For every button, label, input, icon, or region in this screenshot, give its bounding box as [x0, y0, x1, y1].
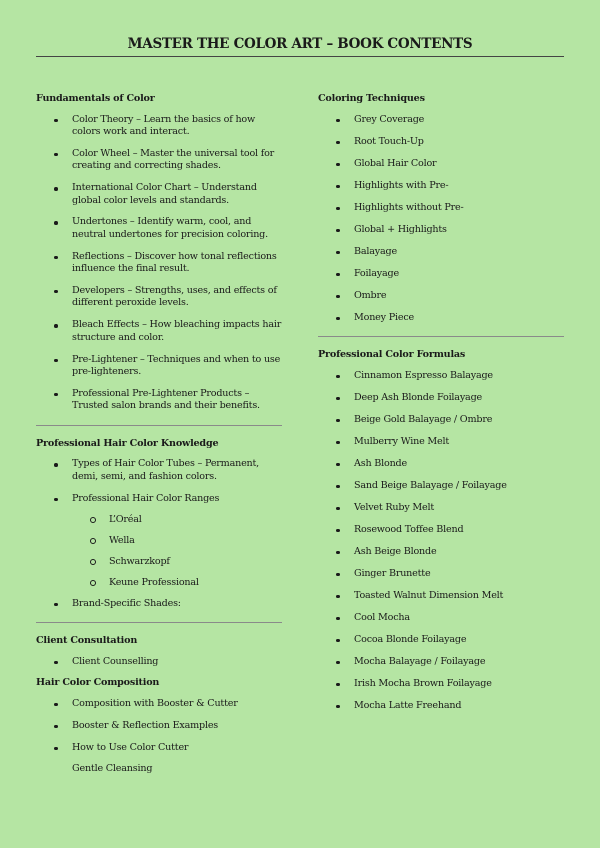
list-item: Client Counselling: [36, 656, 282, 669]
knowledge-list-cont: [36, 598, 282, 611]
list-item: How to Use Color Cutter: [36, 742, 282, 755]
list-item: Mocha Balayage / Foilayage: [318, 656, 564, 669]
list-item: Deep Ash Blonde Foilayage: [318, 392, 564, 405]
list-item-label: Professional Hair Color Ranges: [72, 492, 220, 504]
sublist-item: Keune Professional: [36, 577, 282, 590]
section-heading-composition: Hair Color Composition: [36, 677, 160, 689]
sublist-item: L’Oréal: [36, 514, 282, 527]
list-item: Pre-Lightener – Techniques and when to use pre-lighteners.: [36, 354, 282, 379]
list-item: Highlights without Pre-: [318, 202, 564, 215]
list-item: Color Theory – Learn the basics of how colors work and interact.: [36, 114, 282, 139]
list-item: Professional Pre-Lightener Products – Trusted salon brands and their benefits.: [36, 388, 282, 413]
list-item: Bleach Effects – How bleaching impacts hair structure and color.: [36, 319, 282, 344]
list-item: Color Wheel – Master the universal tool for creating and correcting shades.: [36, 148, 282, 173]
section-heading-formulas: Professional Color Formulas: [318, 349, 466, 360]
list-item: Mulberry Wine Melt: [318, 436, 564, 449]
list-item: Global + Highlights: [318, 224, 564, 237]
list-item: Root Touch-Up: [318, 136, 564, 149]
list-item: [36, 493, 282, 506]
right-column: [318, 93, 564, 722]
fundamentals-list: [36, 114, 282, 413]
list-item: Rosewood Toffee Blend: [318, 524, 564, 537]
list-item: International Color Chart – Understand global color levels and standards.: [36, 182, 282, 207]
list-item: Undertones – Identify warm, cool, and neutral undertones for precision coloring.: [36, 216, 282, 241]
list-item: Types of Hair Color Tubes – Permanent, demi, semi, and fashion colors.: [36, 458, 282, 483]
consultation-list: [36, 656, 282, 669]
title-divider: [36, 56, 564, 57]
list-item: Money Piece: [318, 312, 564, 325]
list-item: Ash Blonde: [318, 458, 564, 471]
composition-list: [36, 698, 282, 754]
techniques-list: [318, 114, 564, 325]
section-heading-fundamentals: Fundamentals of Color: [36, 93, 155, 104]
section-heading-consultation: Client Consultation: [36, 635, 138, 647]
knowledge-list: [36, 458, 282, 505]
sublist-item: Wella: [36, 535, 282, 548]
section-heading-knowledge: Professional Hair Color Knowledge: [36, 437, 219, 449]
list-item: Sand Beige Balayage / Foilayage: [318, 480, 564, 493]
formulas-list: [318, 370, 564, 713]
list-item: Toasted Walnut Dimension Melt: [318, 590, 564, 603]
list-item: Cocoa Blonde Foilayage: [318, 634, 564, 647]
section-heading-techniques: Coloring Techniques: [318, 93, 425, 104]
list-item: Balayage: [318, 246, 564, 259]
list-item: Mocha Latte Freehand: [318, 700, 564, 713]
list-item: Composition with Booster & Cutter: [36, 698, 282, 711]
list-item: Irish Mocha Brown Foilayage: [318, 678, 564, 691]
section-divider: [318, 336, 564, 337]
list-item: Velvet Ruby Melt: [318, 502, 564, 515]
list-item: Brand-Specific Shades:: [36, 598, 282, 611]
list-item: Ombre: [318, 290, 564, 303]
list-item: Booster & Reflection Examples: [36, 720, 282, 733]
list-item: Global Hair Color: [318, 158, 564, 171]
section-divider: [36, 622, 282, 623]
list-item: Ash Beige Blonde: [318, 546, 564, 559]
list-item: Foilayage: [318, 268, 564, 281]
page-title: MASTER THE COLOR ART – BOOK CONTENTS: [127, 36, 473, 52]
trailing-line: Gentle Cleansing: [72, 763, 153, 775]
list-item: Grey Coverage: [318, 114, 564, 127]
color-ranges-sublist: [36, 514, 282, 589]
list-item: Ginger Brunette: [318, 568, 564, 581]
list-item: Reflections – Discover how tonal reflections influence the final result.: [36, 251, 282, 276]
list-item: Cool Mocha: [318, 612, 564, 625]
list-item: Cinnamon Espresso Balayage: [318, 370, 564, 383]
left-column: [36, 93, 282, 776]
sublist-item: Schwarzkopf: [36, 556, 282, 569]
list-item: Developers – Strengths, uses, and effects of different peroxide levels.: [36, 285, 282, 310]
section-divider: [36, 425, 282, 426]
list-item: Highlights with Pre-: [318, 180, 564, 193]
list-item: Beige Gold Balayage / Ombre: [318, 414, 564, 427]
